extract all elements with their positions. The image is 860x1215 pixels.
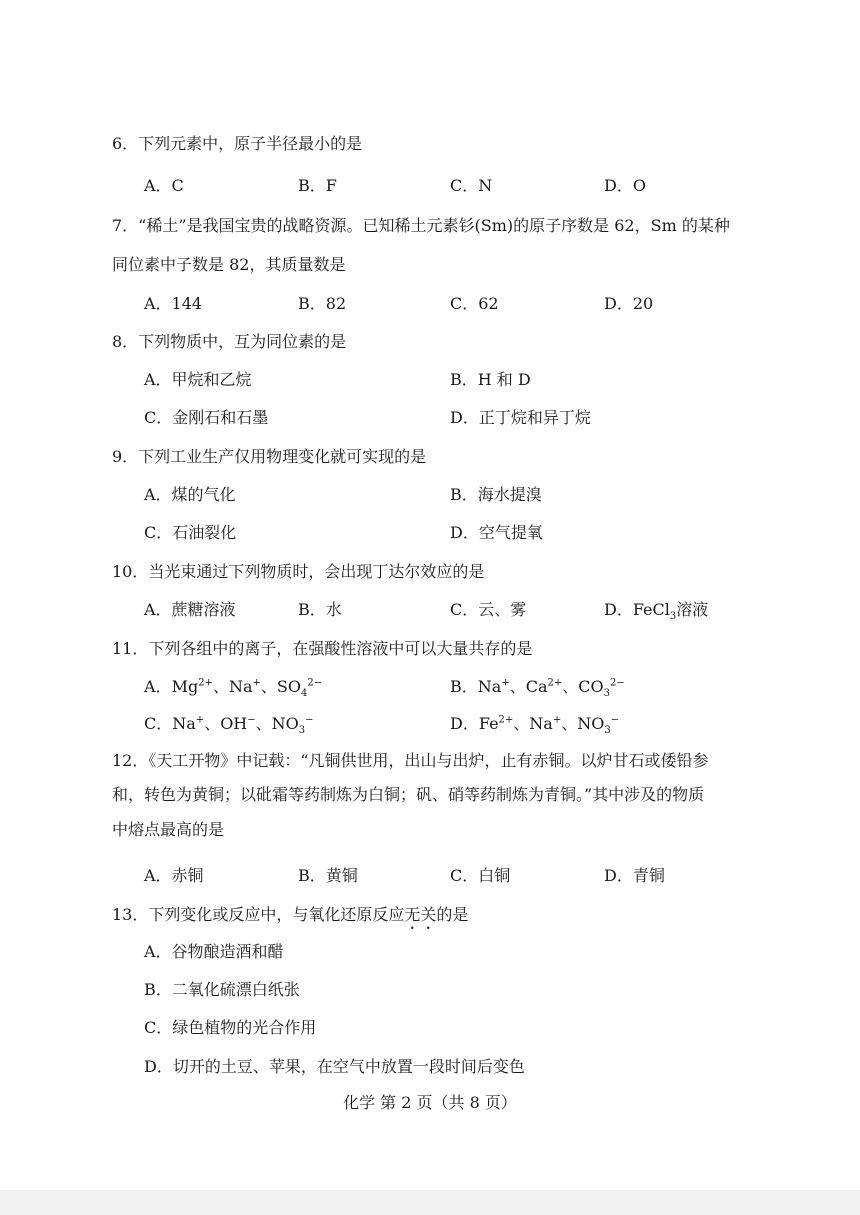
question-7-stem-line1: 7．“稀土”是我国宝贵的战略资源。已知稀土元素钐(Sm)的原子序数是 62，Sm 的某种: [112, 216, 730, 235]
question-7-stem-line2: 同位素中子数是 82，其质量数是: [112, 255, 346, 274]
q13-option-b: B．二氧化硫漂白纸张: [144, 980, 300, 999]
q13-option-c: C．绿色植物的光合作用: [144, 1018, 317, 1037]
question-12-stem-line2: 和，转色为黄铜；以砒霜等药制炼为白铜；矾、硝等药制炼为青铜。”其中涉及的物质: [112, 785, 705, 804]
q8-option-c: C．金刚石和石墨: [144, 408, 269, 427]
q10-option-d: D．FeCl$_3$溶液: [604, 600, 709, 623]
q7-option-d: D．20: [604, 294, 654, 313]
q10-option-c: C．云、雾: [450, 600, 527, 619]
q8-option-d: D．正丁烷和异丁烷: [450, 408, 591, 427]
q13-option-d: D．切开的土豆、苹果，在空气中放置一段时间后变色: [144, 1057, 525, 1076]
q7-option-a: A．144: [144, 294, 203, 313]
q11-option-b: B．Na+、$Ca^{2+}$、$CO_3^{2-}$: [450, 677, 625, 700]
question-12-stem-line1: 12．《天工开物》中记载：“凡铜供世用，出山与出炉，止有赤铜。以炉甘石或倭铅参: [112, 751, 709, 770]
page-footer: 化学 第 2 页（共 8 页）: [343, 1093, 517, 1112]
q10-option-b: B．水: [298, 600, 342, 619]
q6-option-b: B．F: [298, 176, 337, 195]
question-9-stem: 9．下列工业生产仅用物理变化就可实现的是: [112, 447, 427, 466]
question-12-stem-line3: 中熔点最高的是: [112, 820, 225, 839]
q7-option-c: C．62: [450, 294, 499, 313]
q12-option-a: A．赤铜: [144, 866, 204, 885]
q12-option-d: D．青铜: [604, 866, 665, 885]
question-11-stem: 11．下列各组中的离子，在强酸性溶液中可以大量共存的是: [112, 639, 533, 658]
q6-option-d: D．O: [604, 176, 646, 195]
q13-option-a: A．谷物酿造酒和醋: [144, 942, 284, 961]
emphasis-text: 无关: [404, 905, 437, 924]
q12-option-b: B．黄铜: [298, 866, 358, 885]
q6-option-a: A．C: [144, 176, 184, 195]
bottom-scan-edge: [0, 1190, 860, 1215]
question-6-stem: 6．下列元素中，原子半径最小的是: [112, 134, 363, 153]
q11-option-d: D．$Fe^{2+}$、Na+、$NO_3^-$: [450, 714, 620, 737]
q10-option-a: A．蔗糖溶液: [144, 600, 236, 619]
q8-option-b: B．H 和 D: [450, 370, 531, 389]
question-10-stem: 10．当光束通过下列物质时，会出现丁达尔效应的是: [112, 562, 485, 581]
question-13-stem: 13．下列变化或反应中，与氧化还原反应无关的是: [112, 905, 469, 924]
q6-option-c: C．N: [450, 176, 493, 195]
q9-option-a: A．煤的气化: [144, 485, 236, 504]
q11-option-a: A．$Mg^{2+}$、Na+、$SO_4^{2-}$: [144, 677, 323, 700]
q9-option-d: D．空气提氧: [450, 523, 543, 542]
q12-option-c: C．白铜: [450, 866, 511, 885]
q9-option-c: C．石油裂化: [144, 523, 237, 542]
q8-option-a: A．甲烷和乙烷: [144, 370, 252, 389]
q11-option-c: C．Na+、OH−、$NO_3^-$: [144, 714, 314, 737]
q7-option-b: B．82: [298, 294, 347, 313]
question-8-stem: 8．下列物质中，互为同位素的是: [112, 332, 347, 351]
q9-option-b: B．海水提溴: [450, 485, 542, 504]
